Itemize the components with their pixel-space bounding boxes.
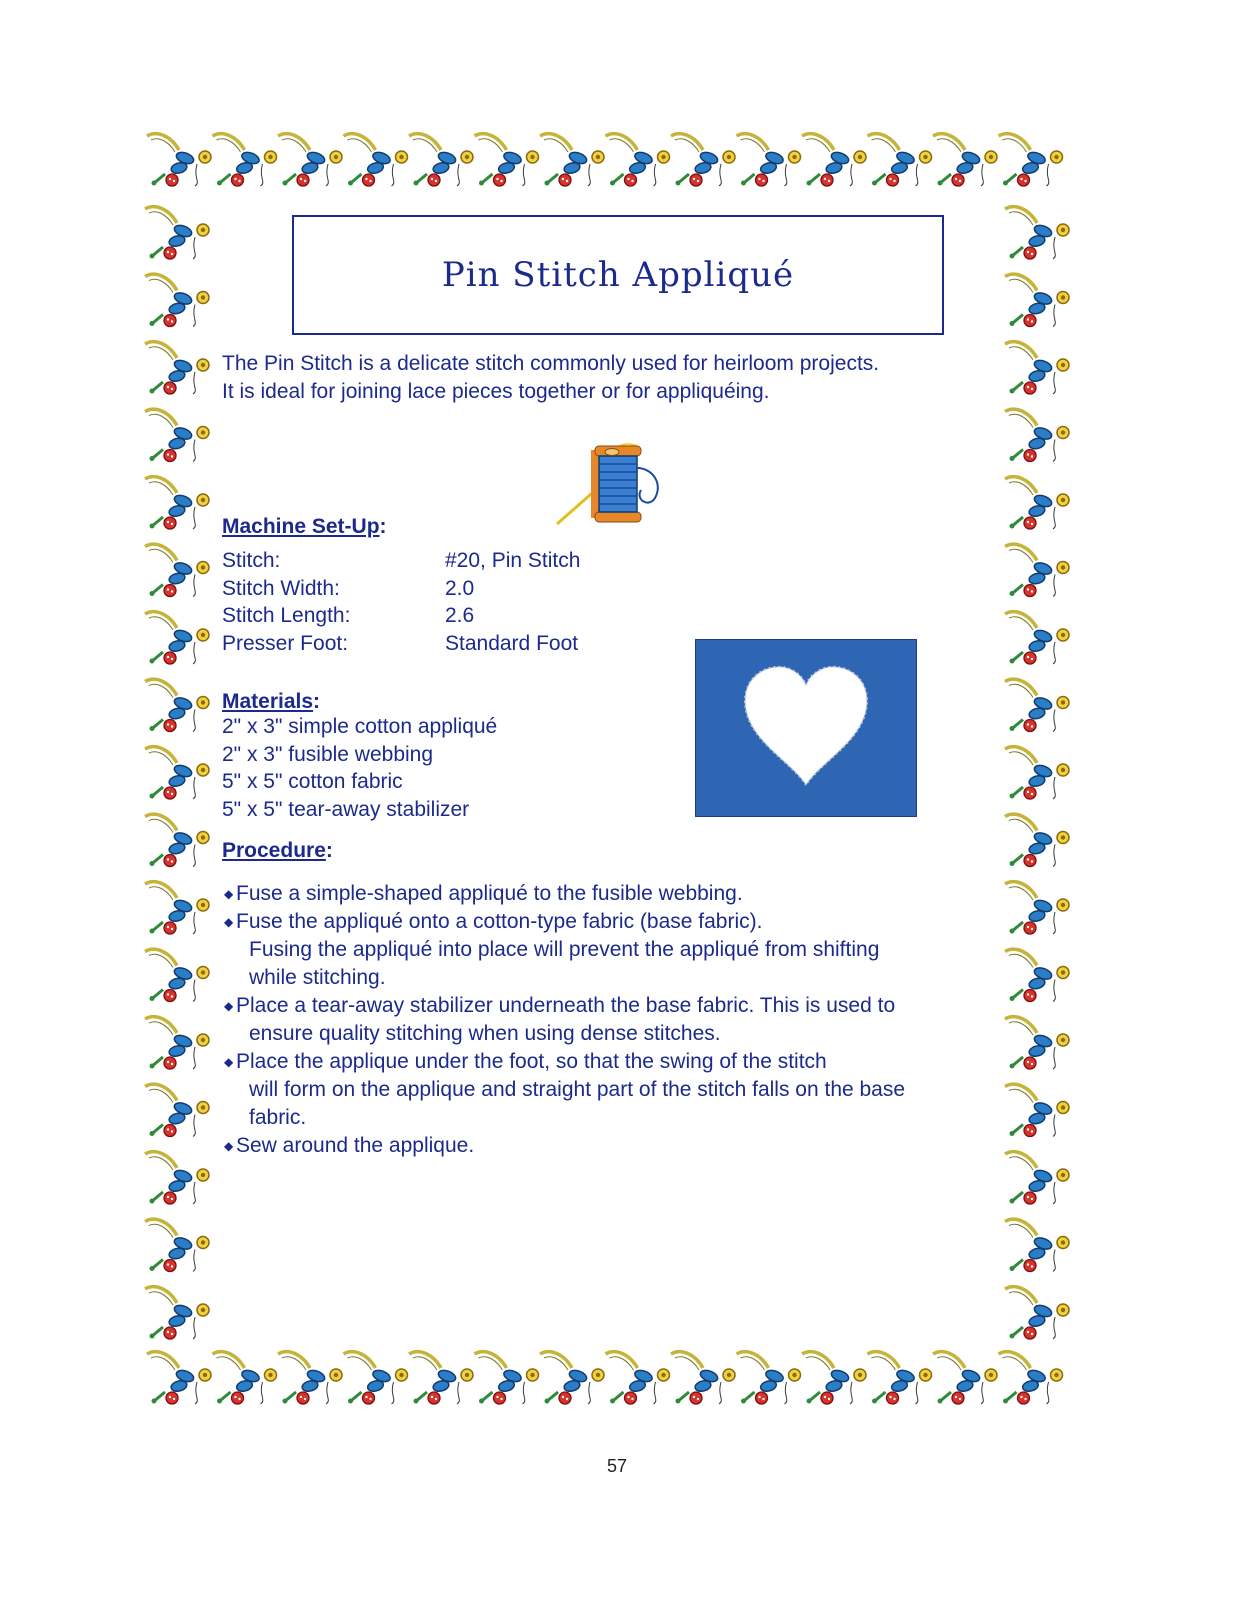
scissors-motif-icon bbox=[1005, 342, 1069, 394]
title-box bbox=[292, 215, 944, 335]
step-text: Place a tear-away stabilizer underneath the base fabric. This is used to bbox=[236, 994, 896, 1017]
step-text: will form on the applique and straight part of the stitch falls on the base bbox=[249, 1078, 906, 1101]
machine-setup-table bbox=[222, 547, 580, 657]
scissors-motif-icon bbox=[1005, 1152, 1069, 1204]
step-text: ensure quality stitching when using dense stitches. bbox=[249, 1022, 721, 1045]
bullet-icon: ◆ bbox=[224, 1139, 234, 1153]
materials-heading: Materials: bbox=[222, 690, 321, 713]
scissors-motif-icon bbox=[145, 679, 209, 731]
scissors-motif-icon bbox=[671, 134, 735, 186]
scissors-motif-icon bbox=[1005, 477, 1069, 529]
step-text: Place the applique under the foot, so that the swing of the stitch bbox=[236, 1050, 827, 1073]
procedure-step bbox=[224, 908, 1014, 992]
scissors-motif-icon bbox=[344, 134, 408, 186]
list-item: 5" x 5" tear-away stabilizer bbox=[222, 797, 470, 821]
scissors-motif-icon bbox=[868, 1352, 932, 1404]
scissors-motif-icon bbox=[475, 1352, 539, 1404]
bullet-icon: ◆ bbox=[224, 1055, 234, 1069]
scissors-motif-icon bbox=[999, 134, 1063, 186]
scissors-motif-icon bbox=[145, 882, 209, 934]
scissors-motif-icon bbox=[1005, 882, 1069, 934]
thread-spool-icon bbox=[555, 428, 675, 528]
scissors-motif-icon bbox=[475, 134, 539, 186]
scissors-motif-icon bbox=[802, 1352, 866, 1404]
scissors-motif-icon bbox=[737, 1352, 801, 1404]
procedure-step bbox=[224, 1048, 1014, 1132]
scissors-motif-icon bbox=[145, 544, 209, 596]
scissors-motif-icon bbox=[145, 477, 209, 529]
step-text: Fuse a simple-shaped appliqué to the fusible webbing. bbox=[236, 882, 743, 905]
scissors-motif-icon bbox=[278, 1352, 342, 1404]
procedure-step bbox=[224, 992, 1014, 1048]
scissors-motif-icon bbox=[145, 207, 209, 259]
scissors-motif-icon bbox=[145, 274, 209, 326]
list-item: 2" x 3" fusible webbing bbox=[222, 742, 434, 766]
scissors-motif-icon bbox=[1005, 1219, 1069, 1271]
intro-line: The Pin Stitch is a delicate stitch commonly used for heirloom projects. bbox=[222, 352, 880, 375]
scissors-motif-icon bbox=[145, 1152, 209, 1204]
scissors-motif-icon bbox=[1005, 1287, 1069, 1339]
scissors-motif-icon bbox=[606, 134, 670, 186]
setup-value: 2.6 bbox=[445, 604, 475, 627]
scissors-motif-icon bbox=[1005, 544, 1069, 596]
scissors-motif-icon bbox=[1005, 1017, 1069, 1069]
bullet-icon: ◆ bbox=[224, 915, 234, 929]
step-text: fabric. bbox=[249, 1106, 307, 1129]
procedure-step bbox=[224, 880, 1014, 908]
scissors-motif-icon bbox=[933, 134, 997, 186]
setup-label: Presser Foot: bbox=[222, 631, 349, 655]
setup-row bbox=[222, 547, 580, 575]
setup-row bbox=[222, 602, 580, 630]
scissors-motif-icon bbox=[145, 409, 209, 461]
scissors-motif-icon bbox=[737, 134, 801, 186]
intro-line: It is ideal for joining lace pieces together or for appliquéing. bbox=[222, 380, 770, 403]
scissors-motif-icon bbox=[145, 1017, 209, 1069]
setup-label: Stitch Width: bbox=[222, 576, 340, 600]
setup-value: 2.0 bbox=[445, 576, 475, 600]
scissors-motif-icon bbox=[1005, 207, 1069, 259]
procedure-list bbox=[224, 880, 1014, 1160]
scissors-motif-icon bbox=[868, 134, 932, 186]
page-title: Pin Stitch Appliqué bbox=[441, 255, 795, 295]
stitched-heart-applique-icon bbox=[695, 639, 917, 817]
scissors-motif-icon bbox=[145, 1084, 209, 1136]
page-number: 57 bbox=[606, 1456, 628, 1476]
scissors-motif-icon bbox=[145, 612, 209, 664]
scissors-motif-icon bbox=[213, 134, 277, 186]
materials-list bbox=[222, 713, 497, 823]
scissors-motif-icon bbox=[540, 1352, 604, 1404]
scissors-motif-icon bbox=[145, 342, 209, 394]
scissors-motif-icon bbox=[1005, 949, 1069, 1001]
scissors-motif-icon bbox=[145, 747, 209, 799]
setup-label: Stitch Length: bbox=[222, 604, 351, 627]
scissors-motif-icon bbox=[145, 1287, 209, 1339]
scissors-motif-icon bbox=[933, 1352, 997, 1404]
scissors-motif-icon bbox=[147, 134, 211, 186]
scissors-motif-icon bbox=[671, 1352, 735, 1404]
list-item: 2" x 3" simple cotton appliqué bbox=[222, 715, 498, 738]
scissors-motif-icon bbox=[344, 1352, 408, 1404]
scissors-motif-icon bbox=[606, 1352, 670, 1404]
step-text: Sew around the applique. bbox=[236, 1134, 475, 1157]
scissors-motif-icon bbox=[1005, 612, 1069, 664]
scissors-motif-icon bbox=[1005, 679, 1069, 731]
scissors-motif-icon bbox=[540, 134, 604, 186]
step-text: Fuse the appliqué onto a cotton-type fabric (base fabric). bbox=[236, 910, 763, 933]
bullet-icon: ◆ bbox=[224, 887, 234, 901]
intro-text bbox=[222, 350, 879, 406]
scissors-motif-icon bbox=[1005, 814, 1069, 866]
scissors-motif-icon bbox=[145, 814, 209, 866]
setup-row bbox=[222, 575, 580, 603]
setup-label: Stitch: bbox=[222, 549, 281, 572]
setup-row bbox=[222, 630, 580, 658]
scissors-motif-icon bbox=[1005, 409, 1069, 461]
procedure-step bbox=[224, 1132, 1014, 1160]
scissors-motif-icon bbox=[145, 1219, 209, 1271]
procedure-heading: Procedure: bbox=[222, 839, 333, 862]
bullet-icon: ◆ bbox=[224, 999, 234, 1013]
scissors-motif-icon bbox=[999, 1352, 1063, 1404]
setup-value: Standard Foot bbox=[445, 631, 579, 655]
machine-setup-heading: Machine Set-Up: bbox=[222, 515, 387, 538]
scissors-motif-icon bbox=[213, 1352, 277, 1404]
scissors-motif-icon bbox=[409, 134, 473, 186]
scissors-motif-icon bbox=[802, 134, 866, 186]
step-text: while stitching. bbox=[249, 966, 386, 989]
scissors-motif-icon bbox=[1005, 274, 1069, 326]
scissors-motif-icon bbox=[278, 134, 342, 186]
step-text: Fusing the appliqué into place will prevent the appliqué from shifting bbox=[249, 938, 880, 961]
scissors-motif-icon bbox=[147, 1352, 211, 1404]
setup-value: #20, Pin Stitch bbox=[445, 549, 581, 572]
scissors-motif-icon bbox=[145, 949, 209, 1001]
scissors-motif-icon bbox=[1005, 1084, 1069, 1136]
scissors-motif-icon bbox=[409, 1352, 473, 1404]
scissors-motif-icon bbox=[1005, 747, 1069, 799]
list-item: 5" x 5" cotton fabric bbox=[222, 770, 403, 793]
